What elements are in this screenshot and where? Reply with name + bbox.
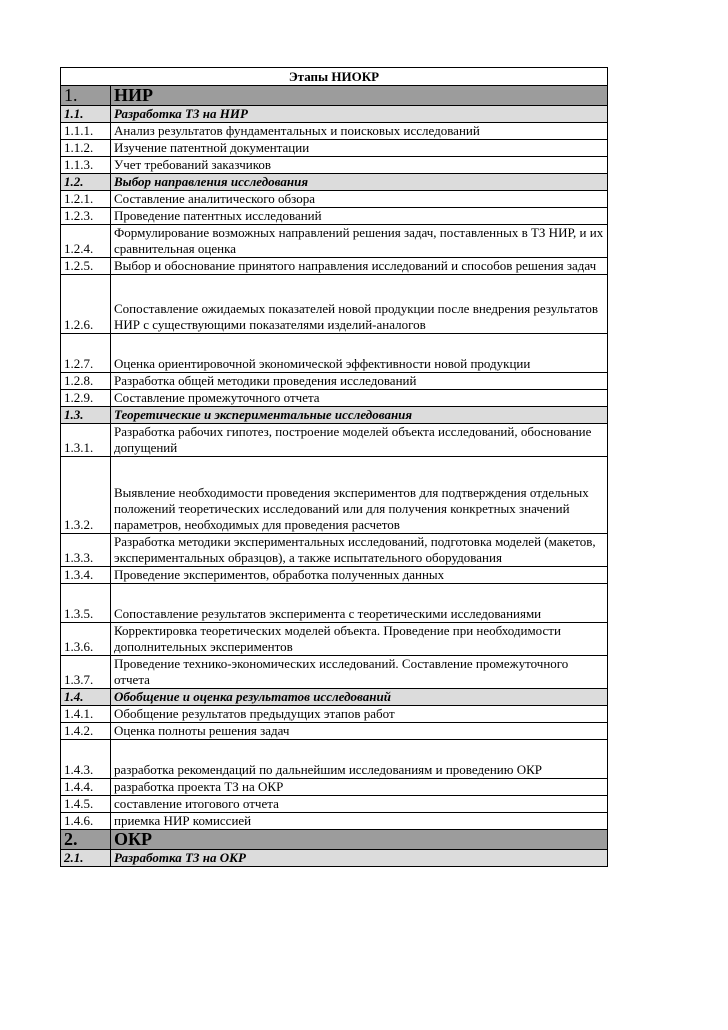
row-number: 2. — [61, 830, 111, 850]
task-row — [61, 623, 608, 656]
task-row — [61, 208, 608, 225]
row-number: 1.1.2. — [61, 140, 111, 157]
row-text: Сопоставление ожидаемых показателей новой продукции после внедрения результатов НИР с существующими показателями изделий-аналогов — [111, 275, 608, 334]
substage-row — [61, 689, 608, 706]
row-text: Составление аналитического обзора — [111, 191, 608, 208]
task-row — [61, 390, 608, 407]
row-number: 1.2.8. — [61, 373, 111, 390]
row-number: 1.3.3. — [61, 534, 111, 567]
task-row — [61, 424, 608, 457]
task-row — [61, 275, 608, 334]
task-row — [61, 656, 608, 689]
row-number: 1.4.2. — [61, 723, 111, 740]
substage-row — [61, 407, 608, 424]
row-number: 1.3.7. — [61, 656, 111, 689]
table-title: Этапы НИОКР — [61, 68, 608, 86]
row-number: 1. — [61, 86, 111, 106]
row-number: 1.2.9. — [61, 390, 111, 407]
niokr-stages-table — [60, 67, 608, 867]
row-text: Изучение патентной документации — [111, 140, 608, 157]
row-text: Проведение технико-экономических исследований. Составление промежуточного отчета — [111, 656, 608, 689]
row-number: 1.4.4. — [61, 779, 111, 796]
row-text: Разработка рабочих гипотез, построение моделей объекта исследований, обоснование допущений — [111, 424, 608, 457]
row-number: 1.4.3. — [61, 740, 111, 779]
row-text: Оценка полноты решения задач — [111, 723, 608, 740]
row-text: разработка проекта ТЗ на ОКР — [111, 779, 608, 796]
row-number: 1.3. — [61, 407, 111, 424]
substage-row — [61, 850, 608, 867]
row-number: 1.1.3. — [61, 157, 111, 174]
row-text: Выбор и обоснование принятого направления исследований и способов решения задач — [111, 258, 608, 275]
row-text: Обобщение результатов предыдущих этапов работ — [111, 706, 608, 723]
row-text: Разработка ТЗ на ОКР — [111, 850, 608, 867]
row-number: 1.2.5. — [61, 258, 111, 275]
row-text: приемка НИР комиссией — [111, 813, 608, 830]
task-row — [61, 123, 608, 140]
row-number: 1.2.7. — [61, 334, 111, 373]
task-row — [61, 457, 608, 534]
row-number: 1.4.6. — [61, 813, 111, 830]
row-number: 1.2. — [61, 174, 111, 191]
substage-row — [61, 106, 608, 123]
row-number: 1.3.1. — [61, 424, 111, 457]
row-text: Формулирование возможных направлений решения задач, поставленных в ТЗ НИР, и их сравнительная оценка — [111, 225, 608, 258]
row-text: Разработка ТЗ на НИР — [111, 106, 608, 123]
task-row — [61, 723, 608, 740]
row-number: 1.3.2. — [61, 457, 111, 534]
task-row — [61, 191, 608, 208]
row-number: 1.2.4. — [61, 225, 111, 258]
row-number: 1.1.1. — [61, 123, 111, 140]
row-text: Разработка общей методики проведения исследований — [111, 373, 608, 390]
row-text: Проведение экспериментов, обработка полученных данных — [111, 567, 608, 584]
row-text: Сопоставление результатов эксперимента с теоретическими исследованиями — [111, 584, 608, 623]
row-text: Учет требований заказчиков — [111, 157, 608, 174]
row-text: Обобщение и оценка результатов исследований — [111, 689, 608, 706]
task-row — [61, 140, 608, 157]
table-title-row — [61, 68, 608, 86]
task-row — [61, 157, 608, 174]
task-row — [61, 258, 608, 275]
row-text: Анализ результатов фундаментальных и поисковых исследований — [111, 123, 608, 140]
row-number: 1.3.6. — [61, 623, 111, 656]
row-text: составление итогового отчета — [111, 796, 608, 813]
task-row — [61, 813, 608, 830]
task-row — [61, 740, 608, 779]
row-number: 1.4. — [61, 689, 111, 706]
row-number: 1.2.3. — [61, 208, 111, 225]
stage-row — [61, 86, 608, 106]
row-text: Разработка методики экспериментальных исследований, подготовка моделей (макетов, экспериментальных образцов), а также испытательного оборудования — [111, 534, 608, 567]
row-number: 1.3.4. — [61, 567, 111, 584]
row-number: 1.3.5. — [61, 584, 111, 623]
row-text: Корректировка теоретических моделей объекта. Проведение при необходимости дополнительных экспериментов — [111, 623, 608, 656]
row-text: Оценка ориентировочной экономической эффективности новой продукции — [111, 334, 608, 373]
task-row — [61, 796, 608, 813]
task-row — [61, 567, 608, 584]
row-text: ОКР — [111, 830, 608, 850]
row-text: Проведение патентных исследований — [111, 208, 608, 225]
row-number: 2.1. — [61, 850, 111, 867]
task-row — [61, 534, 608, 567]
row-text: НИР — [111, 86, 608, 106]
row-number: 1.1. — [61, 106, 111, 123]
row-number: 1.4.5. — [61, 796, 111, 813]
row-text: Выявление необходимости проведения экспериментов для подтверждения отдельных положений теоретических исследований или для получения конкретных значений параметров, необходимых для проведения расчетов — [111, 457, 608, 534]
stage-row — [61, 830, 608, 850]
row-text: Составление промежуточного отчета — [111, 390, 608, 407]
task-row — [61, 584, 608, 623]
task-row — [61, 373, 608, 390]
row-number: 1.4.1. — [61, 706, 111, 723]
task-row — [61, 225, 608, 258]
task-row — [61, 779, 608, 796]
row-number: 1.2.6. — [61, 275, 111, 334]
row-text: Теоретические и экспериментальные исследования — [111, 407, 608, 424]
task-row — [61, 334, 608, 373]
substage-row — [61, 174, 608, 191]
task-row — [61, 706, 608, 723]
row-number: 1.2.1. — [61, 191, 111, 208]
row-text: Выбор направления исследования — [111, 174, 608, 191]
row-text: разработка рекомендаций по дальнейшим исследованиям и проведению ОКР — [111, 740, 608, 779]
